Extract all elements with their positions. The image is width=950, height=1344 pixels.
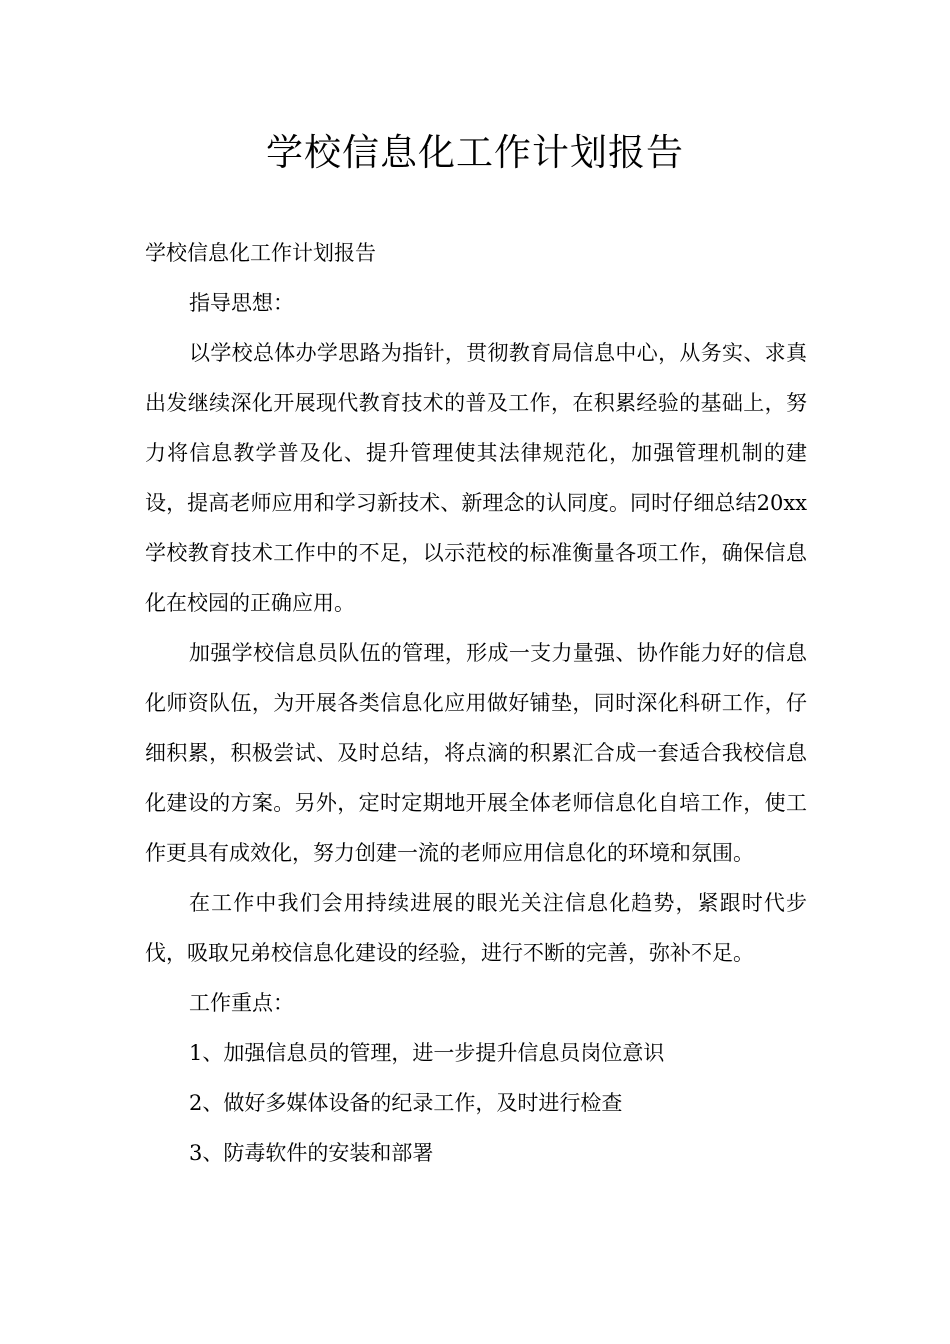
paragraph: 工作重点：: [189, 991, 294, 1015]
paragraph: 以学校总体办学思路为指针，贯彻教育局信息中心，从务实、求真出发继续深化开展现代教育技术的普及工作，在积累经验的基础上，努力将信息教学普及化、提升管理使其法律规范化，加强管理机制的建设，提高老师应用和学习新技术、新理念的认同度。同时仔细总结20xx学校教育技术工作中的不足，以示范校的标准衡量各项工作，确保信息化在校园的正确应用。: [145, 341, 807, 615]
paragraph: 加强学校信息员队伍的管理，形成一支力量强、协作能力好的信息化师资队伍，为开展各类信息化应用做好铺垫，同时深化科研工作，仔细积累，积极尝试、及时总结，将点滴的积累汇合成一套适合我校信息化建设的方案。另外，定时定期地开展全体老师信息化自培工作，使工作更具有成效化，努力创建一流的老师应用信息化的环境和氛围。: [145, 641, 807, 865]
list-item: 2、做好多媒体设备的纪录工作，及时进行检查: [189, 1091, 623, 1115]
list-item: 1、加强信息员的管理，进一步提升信息员岗位意识: [189, 1041, 665, 1065]
list-item: 3、防毒软件的安装和部署: [189, 1141, 434, 1165]
paragraph: 在工作中我们会用持续进展的眼光关注信息化趋势，紧跟时代步伐，吸取兄弟校信息化建设的经验，进行不断的完善，弥补不足。: [145, 891, 807, 965]
document-body: [145, 228, 807, 1178]
paragraph: 指导思想：: [189, 291, 294, 315]
document-title: 学校信息化工作计划报告: [266, 131, 684, 174]
paragraph: 学校信息化工作计划报告: [145, 241, 376, 265]
